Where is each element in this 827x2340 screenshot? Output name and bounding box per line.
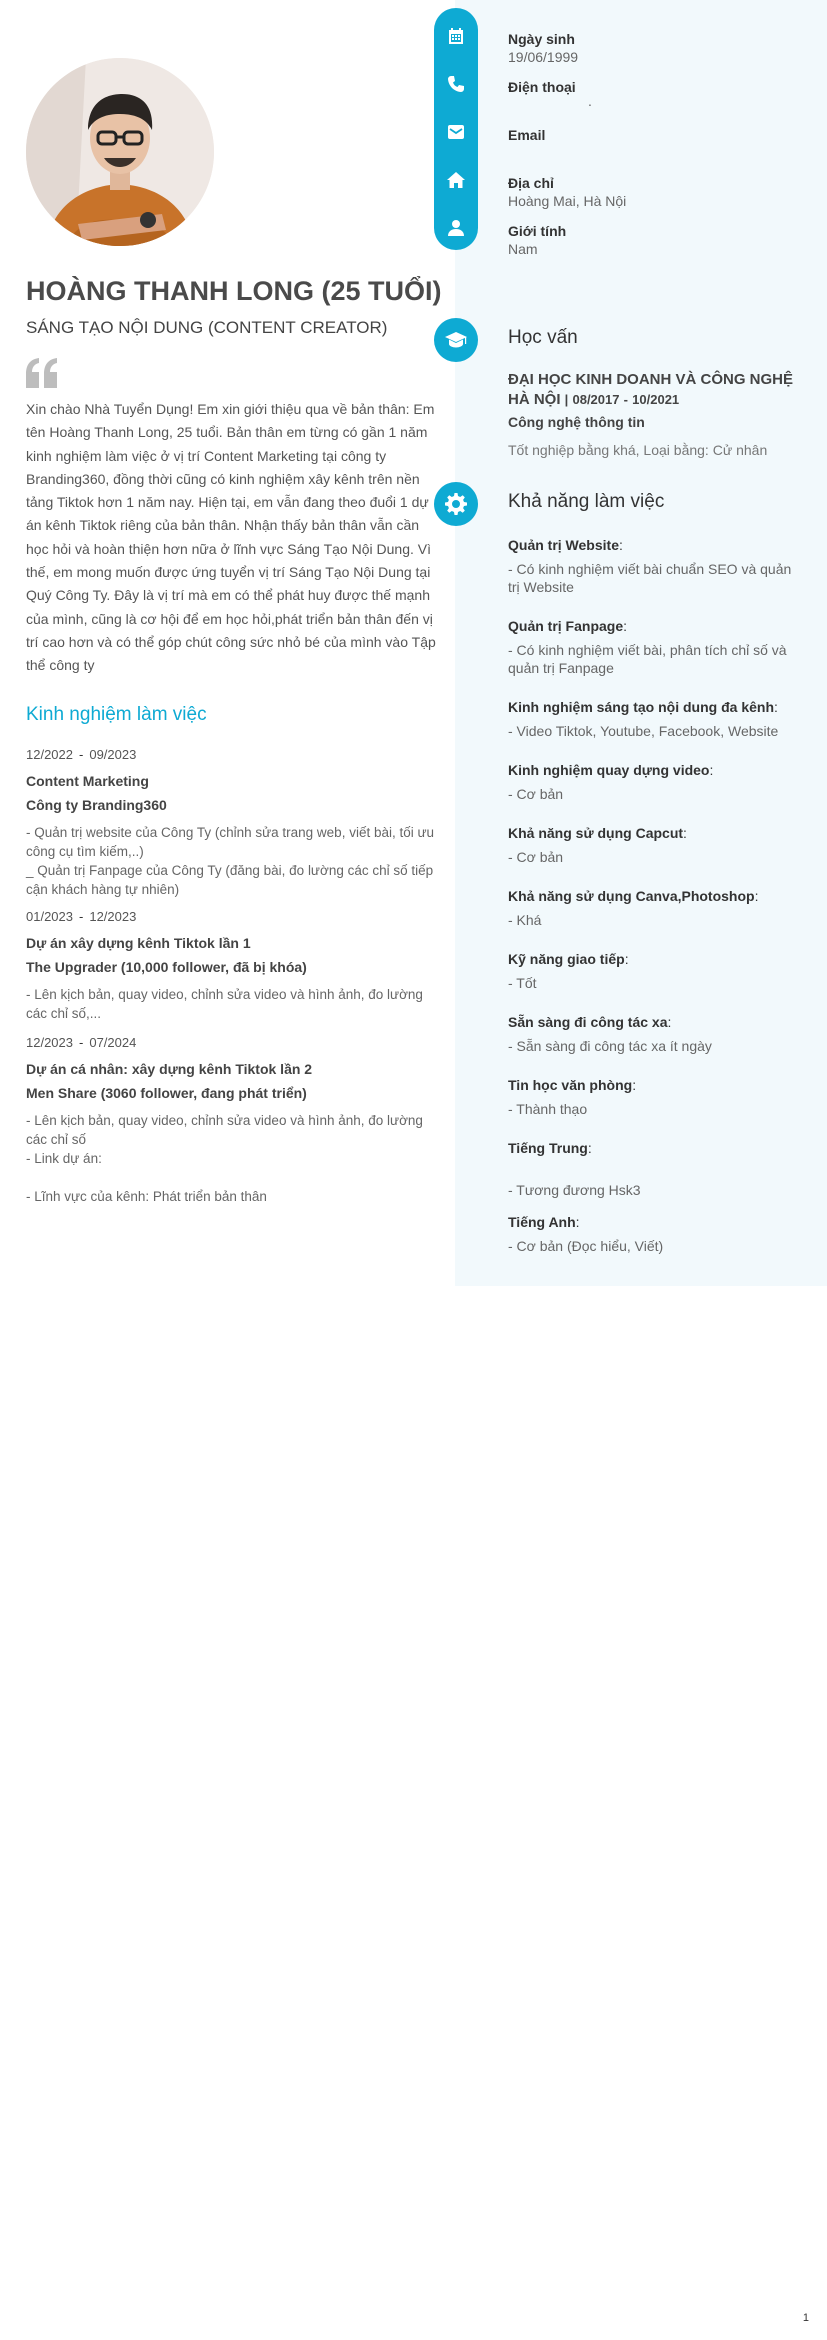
introduction-text: Xin chào Nhà Tuyển Dụng! Em xin giới thiệu qua về bản thân: Em tên Hoàng Thanh Long, 25 tuổi. Bản thân em từng có gần 1 năm kinh nghiệm làm việc ở vị trí Content Marketing tại công ty Branding360, đồng thời cũng có kinh nghiệm xây kênh trên nền tảng Tiktok hơn 1 năm nay. Hiện tại, em vẫn đang theo đuổi 1 dự án kênh Tiktok riêng của bản thân. Nhận thấy bản thân vẫn cần học hỏi và hoàn thiện hơn nữa ở lĩnh vực Sáng Tạo Nội Dung. Vì thế, em mong muốn được ứng tuyển vị trí Sáng Tạo Nội Dung tại Quý Công Ty. Đây là vị trí mà em có thể phát huy được thế mạnh của mình, cũng là cơ hội để em học hỏi,phát triển bản thân đến vị trí cao hơn và có thể góp chút công sức nhỏ bé của mình vào Tập thể công ty: [26, 401, 436, 674]
skill-name: Quản trị Website: [508, 537, 619, 553]
job-end-date: 12/2023: [89, 909, 137, 924]
candidate-role: SÁNG TẠO NỘI DUNG (CONTENT CREATOR): [26, 318, 388, 337]
skill-name: Tin học văn phòng: [508, 1077, 633, 1093]
skill-item: Sẵn sàng đi công tác xa: - Sẵn sàng đi công tác xa ít ngày: [508, 1012, 798, 1055]
calendar-icon: [434, 23, 478, 49]
avatar: [26, 58, 214, 246]
job-company: The Upgrader (10,000 follower, đã bị khóa): [26, 959, 307, 975]
envelope-icon: [434, 119, 478, 145]
job-title: Dự án xây dựng kênh Tiktok lần 1: [26, 935, 251, 951]
date-separator: -: [623, 392, 628, 407]
skill-name: Khả năng sử dụng Capcut: [508, 825, 684, 841]
skill-name: Sẵn sàng đi công tác xa: [508, 1014, 668, 1030]
skill-name: Tiếng Anh: [508, 1214, 576, 1230]
birthday-value: 19/06/1999: [508, 49, 579, 65]
contact-phone: [508, 78, 808, 109]
contact-address: [508, 174, 808, 210]
experience-item: [26, 745, 436, 899]
education-major: Công nghệ thông tin: [508, 414, 645, 430]
school-end-date: 10/2021: [632, 392, 680, 407]
skill-description: - Cơ bản: [508, 786, 564, 802]
skill-name: Kinh nghiệm sáng tạo nội dung đa kênh: [508, 699, 774, 715]
skill-item: Kinh nghiệm quay dựng video: - Cơ bản: [508, 760, 798, 803]
gender-label: Giới tính: [508, 223, 567, 239]
phone-icon: [434, 71, 478, 97]
page-number: 1: [802, 2312, 809, 2324]
graduation-cap-icon: [434, 318, 478, 362]
job-start-date: 01/2023: [26, 909, 73, 924]
date-separator: -: [79, 1035, 84, 1050]
job-end-date: 09/2023: [89, 747, 137, 762]
experience-section-title: Kinh nghiệm làm việc: [26, 704, 207, 725]
skill-item: Quản trị Fanpage: - Có kinh nghiệm viết bài, phân tích chỉ số và quản trị Fanpage: [508, 616, 798, 677]
job-description: - Quản trị website của Công Ty (chỉnh sửa trang web, viết bài, tối ưu công cụ tìm kiếm,..) _ Quản trị Fanpage của Công Ty (đăng bài, đo lường các chỉ số tiếp cận khách hàng tự nhiên): [26, 825, 435, 897]
skill-name: Tiếng Trung: [508, 1140, 588, 1156]
contact-birthday: [508, 30, 808, 66]
skill-description: - Khá: [508, 912, 542, 928]
job-end-date: 07/2024: [89, 1035, 137, 1050]
skill-item: Tin học văn phòng: - Thành thạo: [508, 1075, 798, 1118]
job-start-date: 12/2023: [26, 1035, 73, 1050]
user-icon: [434, 215, 478, 241]
phone-label: Điện thoại: [508, 79, 576, 95]
gear-icon: [434, 482, 478, 526]
skill-description: - Sẵn sàng đi công tác xa ít ngày: [508, 1038, 712, 1054]
skill-item: Tiếng Anh: - Cơ bản (Đọc hiểu, Viết): [508, 1212, 798, 1255]
education-school: [508, 370, 808, 410]
skill-name: Khả năng sử dụng Canva,Photoshop: [508, 888, 755, 904]
skills-section-title: Khả năng làm việc: [508, 491, 665, 512]
education-section-title: Học vấn: [508, 327, 578, 348]
email-label: Email: [508, 127, 546, 143]
birthday-label: Ngày sinh: [508, 31, 575, 47]
skill-description: - Video Tiktok, Youtube, Facebook, Website: [508, 723, 779, 739]
job-dates: [26, 745, 436, 769]
skill-name: Kinh nghiệm quay dựng video: [508, 762, 710, 778]
job-description: - Lên kịch bản, quay video, chỉnh sửa video và hình ảnh, đo lường các chỉ số - Link dự án: - Lĩnh vực của kênh: Phát triển bản thân: [26, 1113, 423, 1204]
job-dates: [26, 907, 436, 931]
gender-value: Nam: [508, 241, 538, 257]
skill-description: - Cơ bản: [508, 849, 564, 865]
job-dates: [26, 1033, 436, 1057]
school-pipe: |: [564, 392, 569, 407]
phone-value: .: [588, 93, 592, 109]
school-start-date: 08/2017: [572, 392, 620, 407]
job-company: Công ty Branding360: [26, 797, 167, 813]
education-note: Tốt nghiệp bằng khá, Loại bằng: Cử nhân: [508, 442, 768, 458]
skill-description: - Thành thạo: [508, 1101, 588, 1117]
skill-description: - Có kinh nghiệm viết bài, phân tích chỉ số và quản trị Fanpage: [508, 642, 787, 676]
skill-name: Kỹ năng giao tiếp: [508, 951, 625, 967]
quote-icon: [24, 356, 60, 390]
skill-description: - Có kinh nghiệm viết bài chuẩn SEO và quản trị Website: [508, 561, 792, 595]
contact-icon-bar: [434, 8, 478, 250]
date-separator: -: [79, 747, 84, 762]
contact-email: [508, 126, 808, 144]
skill-item: Kinh nghiệm sáng tạo nội dung đa kênh: - Video Tiktok, Youtube, Facebook, Website: [508, 697, 798, 740]
home-icon: [434, 167, 478, 193]
skill-name: Quản trị Fanpage: [508, 618, 624, 634]
job-company: Men Share (3060 follower, đang phát triển): [26, 1085, 307, 1101]
job-title: Content Marketing: [26, 773, 149, 789]
skill-description: - Cơ bản (Đọc hiểu, Viết): [508, 1238, 664, 1254]
job-title: Dự án cá nhân: xây dựng kênh Tiktok lần 2: [26, 1061, 313, 1077]
address-value: Hoàng Mai, Hà Nội: [508, 193, 627, 209]
skill-item: Quản trị Website: - Có kinh nghiệm viết bài chuẩn SEO và quản trị Website: [508, 535, 798, 596]
skill-description: - Tương đương Hsk3: [508, 1182, 641, 1198]
skill-item: Kỹ năng giao tiếp: - Tốt: [508, 949, 798, 992]
contact-gender: [508, 222, 808, 258]
address-label: Địa chỉ: [508, 175, 554, 191]
job-start-date: 12/2022: [26, 747, 73, 762]
skill-item: Khả năng sử dụng Canva,Photoshop: - Khá: [508, 886, 798, 929]
experience-item: [26, 1033, 436, 1206]
skill-item: Tiếng Trung: - Tương đương Hsk3: [508, 1138, 798, 1199]
experience-item: [26, 907, 436, 1023]
skill-item: Khả năng sử dụng Capcut: - Cơ bản: [508, 823, 798, 866]
job-description: - Lên kịch bản, quay video, chỉnh sửa video và hình ảnh, đo lường các chỉ số,...: [26, 987, 423, 1021]
skill-description: - Tốt: [508, 975, 537, 991]
candidate-name: HOÀNG THANH LONG (25 TUỔI): [26, 276, 442, 306]
date-separator: -: [79, 909, 84, 924]
school-name: ĐẠI HỌC KINH DOANH VÀ CÔNG NGHỆ HÀ NỘI: [508, 371, 794, 408]
